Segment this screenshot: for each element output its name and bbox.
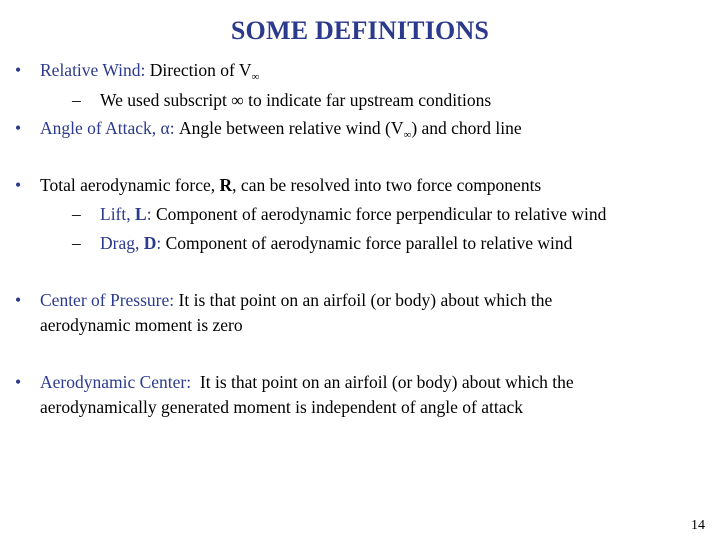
bullet-total-force	[40, 175, 541, 196]
term-angle-of-attack: Angle of Attack,	[40, 118, 161, 138]
term-relative-wind: Relative Wind:	[40, 60, 146, 80]
term-center-of-pressure: Center of Pressure:	[40, 290, 175, 310]
term-lift: Lift,	[100, 204, 135, 224]
bullet-icon: •	[15, 60, 22, 80]
infinity-symbol: ∞	[231, 90, 244, 110]
bullet-aerodynamic-center-continued: aerodynamically generated moment is independent of angle of attack	[40, 397, 524, 417]
symbol-l: L	[135, 204, 147, 224]
definition-text: Component of aerodynamic force parallel to relative wind	[161, 233, 573, 253]
sub-bullet-lift	[100, 204, 606, 225]
definition-text: , can be resolved into two force components	[232, 175, 542, 195]
term-drag: Drag,	[100, 233, 144, 253]
bullet-center-of-pressure-continued: aerodynamic moment is zero	[40, 315, 243, 335]
definition-text: Angle between relative wind (V	[174, 118, 404, 138]
bullet-aerodynamic-center	[40, 372, 574, 393]
definition-text: We used subscript	[100, 90, 232, 110]
symbol-d: D	[143, 233, 157, 253]
definition-text: Total aerodynamic force,	[40, 175, 220, 195]
subscript-infinity: ∞	[403, 129, 412, 141]
term-colon: :	[156, 233, 162, 253]
alpha-symbol: α	[160, 118, 170, 138]
bullet-angle-of-attack	[40, 118, 522, 139]
bullet-icon: •	[15, 118, 22, 138]
symbol-r: R	[219, 175, 233, 195]
definition-text: It is that point on an airfoil (or body) about which the	[174, 290, 553, 310]
dash-icon: –	[72, 90, 81, 110]
definition-text: It is that point on an airfoil (or body) about which the	[191, 372, 574, 392]
definition-text: ) and chord line	[411, 118, 522, 138]
dash-icon: –	[72, 233, 81, 253]
definition-text: Component of aerodynamic force perpendicular to relative wind	[151, 204, 607, 224]
sub-bullet-subscript-note	[100, 90, 491, 111]
sub-bullet-drag	[100, 233, 572, 254]
bullet-relative-wind	[40, 60, 259, 81]
dash-icon: –	[72, 204, 81, 224]
bullet-icon: •	[15, 372, 22, 392]
definition-text: Direction of V	[145, 60, 252, 80]
term-colon: :	[169, 118, 175, 138]
slide-title: SOME DEFINITIONS	[230, 16, 490, 45]
bullet-icon: •	[15, 290, 22, 310]
term-colon: :	[146, 204, 152, 224]
bullet-icon: •	[15, 175, 22, 195]
definition-text: to indicate far upstream conditions	[243, 90, 492, 110]
page-number: 14	[691, 518, 705, 533]
subscript-infinity: ∞	[251, 71, 260, 83]
term-aerodynamic-center: Aerodynamic Center:	[40, 372, 192, 392]
bullet-center-of-pressure	[40, 290, 552, 311]
